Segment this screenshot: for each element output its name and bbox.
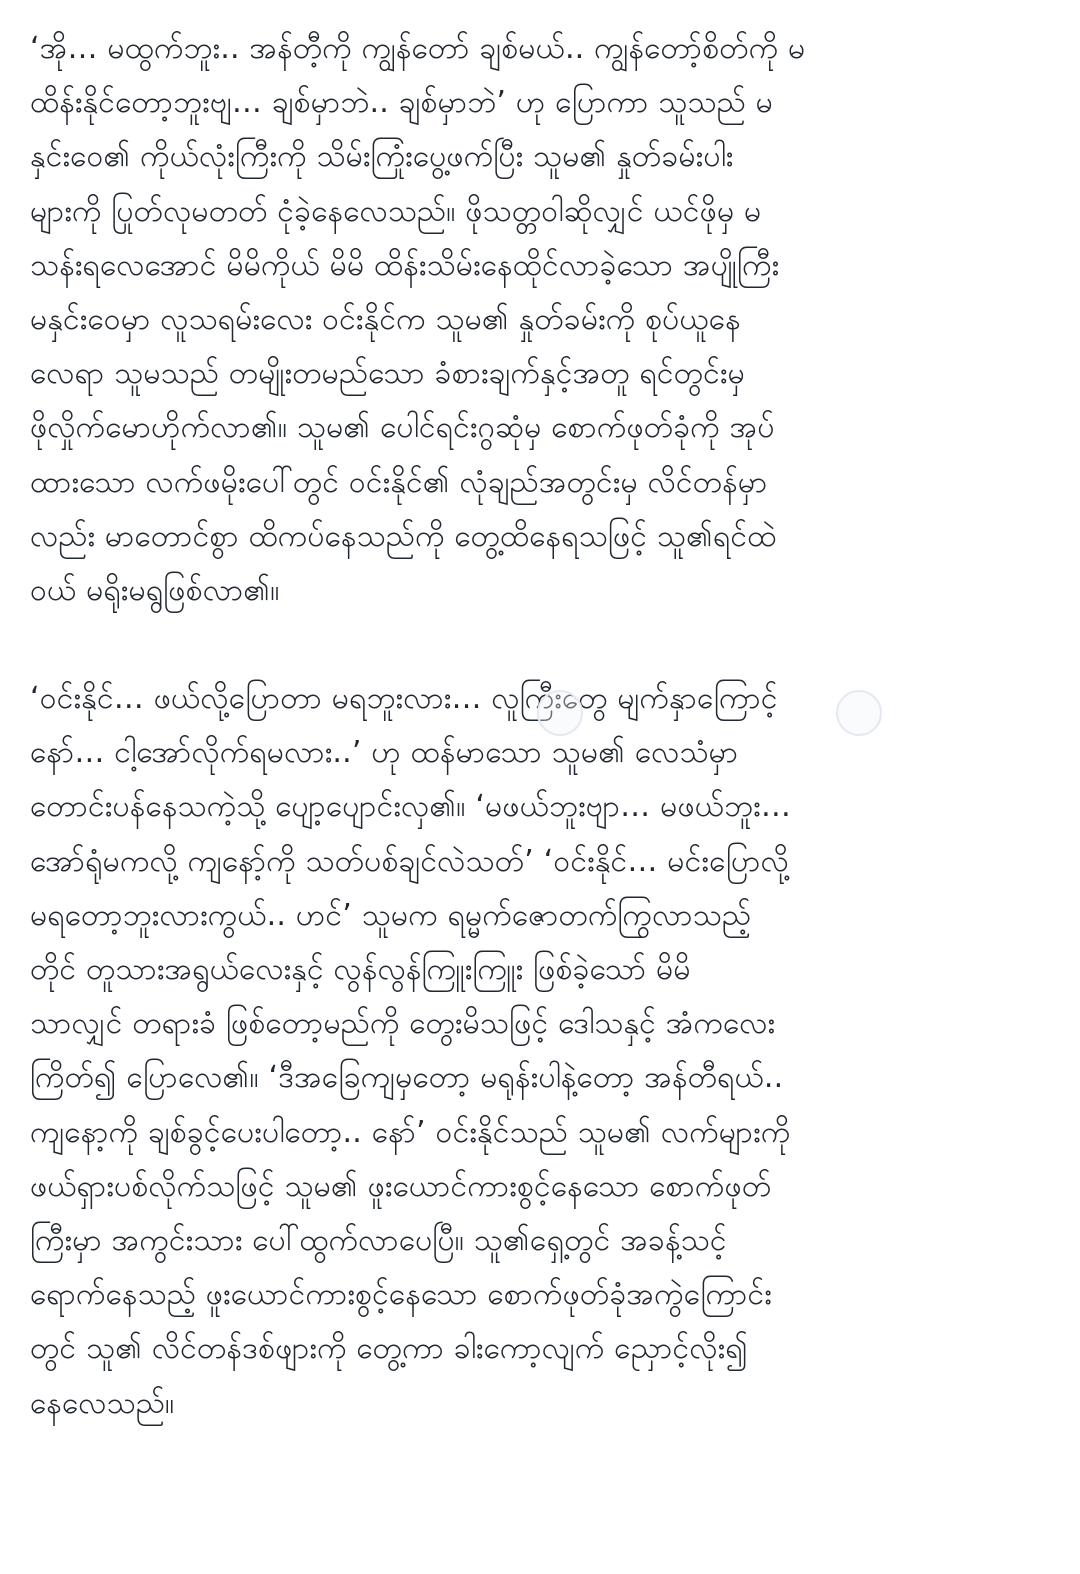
text-line: ကြိတ်၍ ပြောလေ၏။ ‘ဒီအခြေကျမှတော့ မရုန်းပါနဲ့တော့ အန်တီရယ်.. — [30, 1060, 784, 1096]
text-line: ကျနော့ကို ချစ်ခွင့်ပေးပါတော့.. နော်’ ဝင်းနိုင်သည် သူမ၏ လက်များကို — [30, 1114, 791, 1150]
text-line: နော်… ငါ့အော်လိုက်ရမလား..’ ဟု ထန်မာသော သူမ၏ လေသံမှာ — [30, 735, 739, 771]
paragraph-1 — [30, 22, 1040, 618]
paragraph-spacer — [30, 618, 1040, 672]
text-line: မရတော့ဘူးလားကွယ်.. ဟင်’ သူမက ရမ္မက်ဇောတက်ကြွလာသည့် — [30, 897, 752, 933]
touch-indicator-icon — [537, 690, 583, 736]
text-line: တောင်းပန်နေသကဲ့သို့ ပျော့ပျောင်းလှ၏။ ‘မဖယ်ဘူးဗျာ… မဖယ်ဘူး… — [30, 789, 792, 825]
text-line: တိုင် တူသားအရွယ်လေးနှင့် လွန်လွန်ကြူးကြူး ဖြစ်ခဲ့သော် မိမိ — [30, 952, 691, 987]
text-line: ထားသော လက်ဖမိုးပေါ်တွင် ဝင်းနိုင်၏ လုံချည်အတွင်းမှ လိင်တန်မှာ — [30, 464, 768, 500]
text-line: ဝယ် မရိုးမရွဖြစ်လာ၏။ — [30, 572, 280, 608]
touch-indicator-icon — [836, 690, 882, 736]
paragraph-2 — [30, 672, 1040, 1431]
text-line: နေလေသည်။ — [30, 1385, 175, 1421]
text-line: လည်း မာတောင်စွာ ထိကပ်နေသည်ကို တွေ့ထိနေရသဖြင့် သူ၏ရင်ထဲ — [30, 518, 777, 554]
text-line: ဖိုလှိုက်မောဟိုက်လာ၏။ သူမ၏ ပေါင်ရင်းဂွဆုံမှ စောက်ဖုတ်ခုံကို အုပ် — [30, 410, 775, 446]
text-line: ဖယ်ရှားပစ်လိုက်သဖြင့် သူမ၏ ဖူးယောင်ကားစွင့်နေသော စောက်ဖုတ် — [30, 1168, 772, 1204]
text-line: ထိန်းနိုင်တော့ဘူးဗျ… ချစ်မှာဘဲ.. ချစ်မှာဘဲ’ ဟု ပြောကာ သူသည် မ — [30, 85, 773, 121]
text-line: သန်းရလေအောင် မိမိကိုယ် မိမိ ထိန်းသိမ်းနေထိုင်လာခဲ့သော အပျိုကြီး — [30, 247, 780, 283]
text-line: ရောက်နေသည့် ဖူးယောင်ကားစွင့်နေသော စောက်ဖုတ်ခုံအကွဲကြောင်း — [30, 1277, 772, 1313]
text-line: မနှင်းဝေမှာ လူသရမ်းလေး ဝင်းနိုင်က သူမ၏ နှုတ်ခမ်းကို စုပ်ယူနေ — [30, 301, 741, 337]
text-line: ကြီးမှာ အကွင်းသား ပေါ်ထွက်လာပေပြီ။ သူ၏ရှေ့တွင် အခန့်သင့် — [30, 1222, 727, 1258]
text-line: တွင် သူ၏ လိင်တန်ဒစ်ဖျားကို တွေ့ကာ ခါးကော့လျက် ညှောင့်လိုး၍ — [30, 1331, 748, 1367]
text-line: သာလျှင် တရားခံ ဖြစ်တော့မည်ကို တွေးမိသဖြင့် ဒေါသနှင့် အံကလေး — [30, 1006, 776, 1042]
text-line: အော်ရုံမကလို့ ကျနော့်ကို သတ်ပစ်ချင်လဲသတ်’ ‘ဝင်းနိုင်… မင်းပြောလို့ — [30, 843, 789, 879]
text-line: လေရာ သူမသည် တမျိုးတမည်သော ခံစားချက်နှင့်အတူ ရင်တွင်းမှ — [30, 356, 745, 392]
text-line: နှင်းဝေ၏ ကိုယ်လုံးကြီးကို သိမ်းကြုံးပွေ့ဖက်ပြီး သူမ၏ နှုတ်ခမ်းပါး — [30, 139, 734, 175]
text-line: များကို ပြုတ်လုမတတ် ငုံခဲ့နေလေသည်။ ဖိုသတ္တဝါဆိုလျှင် ယင်ဖိုမှ မ — [30, 193, 762, 229]
text-line: ‘ဝင်းနိုင်… ဖယ်လို့ပြောတာ မရဘူးလား… လူကြီးတွေ မျက်နှာကြောင့် — [30, 681, 778, 717]
text-line: ‘အို… မထွက်ဘူး.. အန်တီ့ကို ကျွန်တော် ချစ်မယ်.. ကျွန်တော့်စိတ်ကို မ — [30, 31, 806, 66]
